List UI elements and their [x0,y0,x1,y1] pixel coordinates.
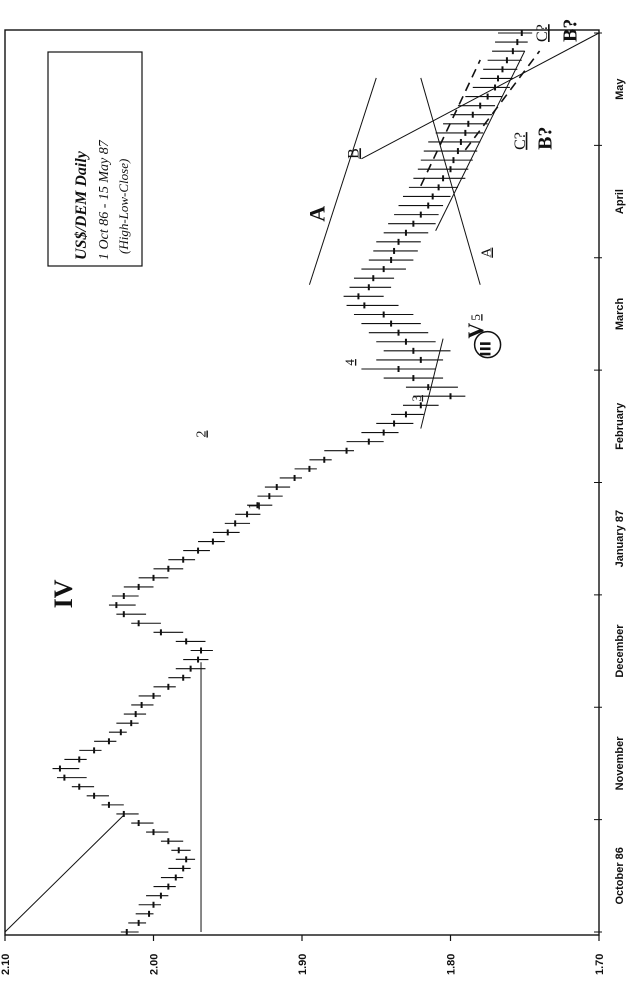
price-tick-label: 1.80 [445,953,458,975]
wave-label: 5 [468,314,484,321]
date-tick-label: February [614,402,626,450]
wave-label: B? [534,126,557,150]
trend-line [421,339,443,429]
wave-label: 4 [341,359,357,366]
trend-line [309,78,376,285]
wave-label: V [463,322,489,339]
date-tick-label: December [614,624,626,678]
date-tick-label: October 86 [614,847,626,905]
wave-label: C? [534,24,552,42]
chart-title: US$/DEM Daily [73,151,90,260]
trend-line [421,78,480,285]
price-tick-label: 2.00 [148,953,161,975]
wave-label: A [479,247,495,258]
date-tick-label: April [614,189,626,215]
wave-label: B? [559,18,582,42]
wave-label: IV [48,579,78,609]
date-tick-label: January 87 [614,509,626,568]
wave-label: 3 [408,395,424,402]
wave-label: B [345,148,363,159]
price-axis [0,935,606,975]
wave-label: 2 [194,430,210,438]
date-tick-label: May [614,78,626,100]
wave-label: A [304,205,330,222]
price-tick-label: 1.90 [297,953,309,975]
date-tick-label: March [614,297,626,331]
chart-note: (High-Low-Close) [116,158,131,254]
price-tick-label: 2.10 [0,953,12,975]
date-tick-label: November [614,736,626,791]
wave-label: III [478,340,495,357]
price-tick-label: 1.70 [594,953,606,975]
wave-label: 1 [246,502,262,510]
chart-subtitle: 1 Oct 86 - 15 May 87 [97,140,112,260]
title-box [48,52,142,266]
wave-label: C? [511,132,529,150]
trend-line [5,815,124,932]
